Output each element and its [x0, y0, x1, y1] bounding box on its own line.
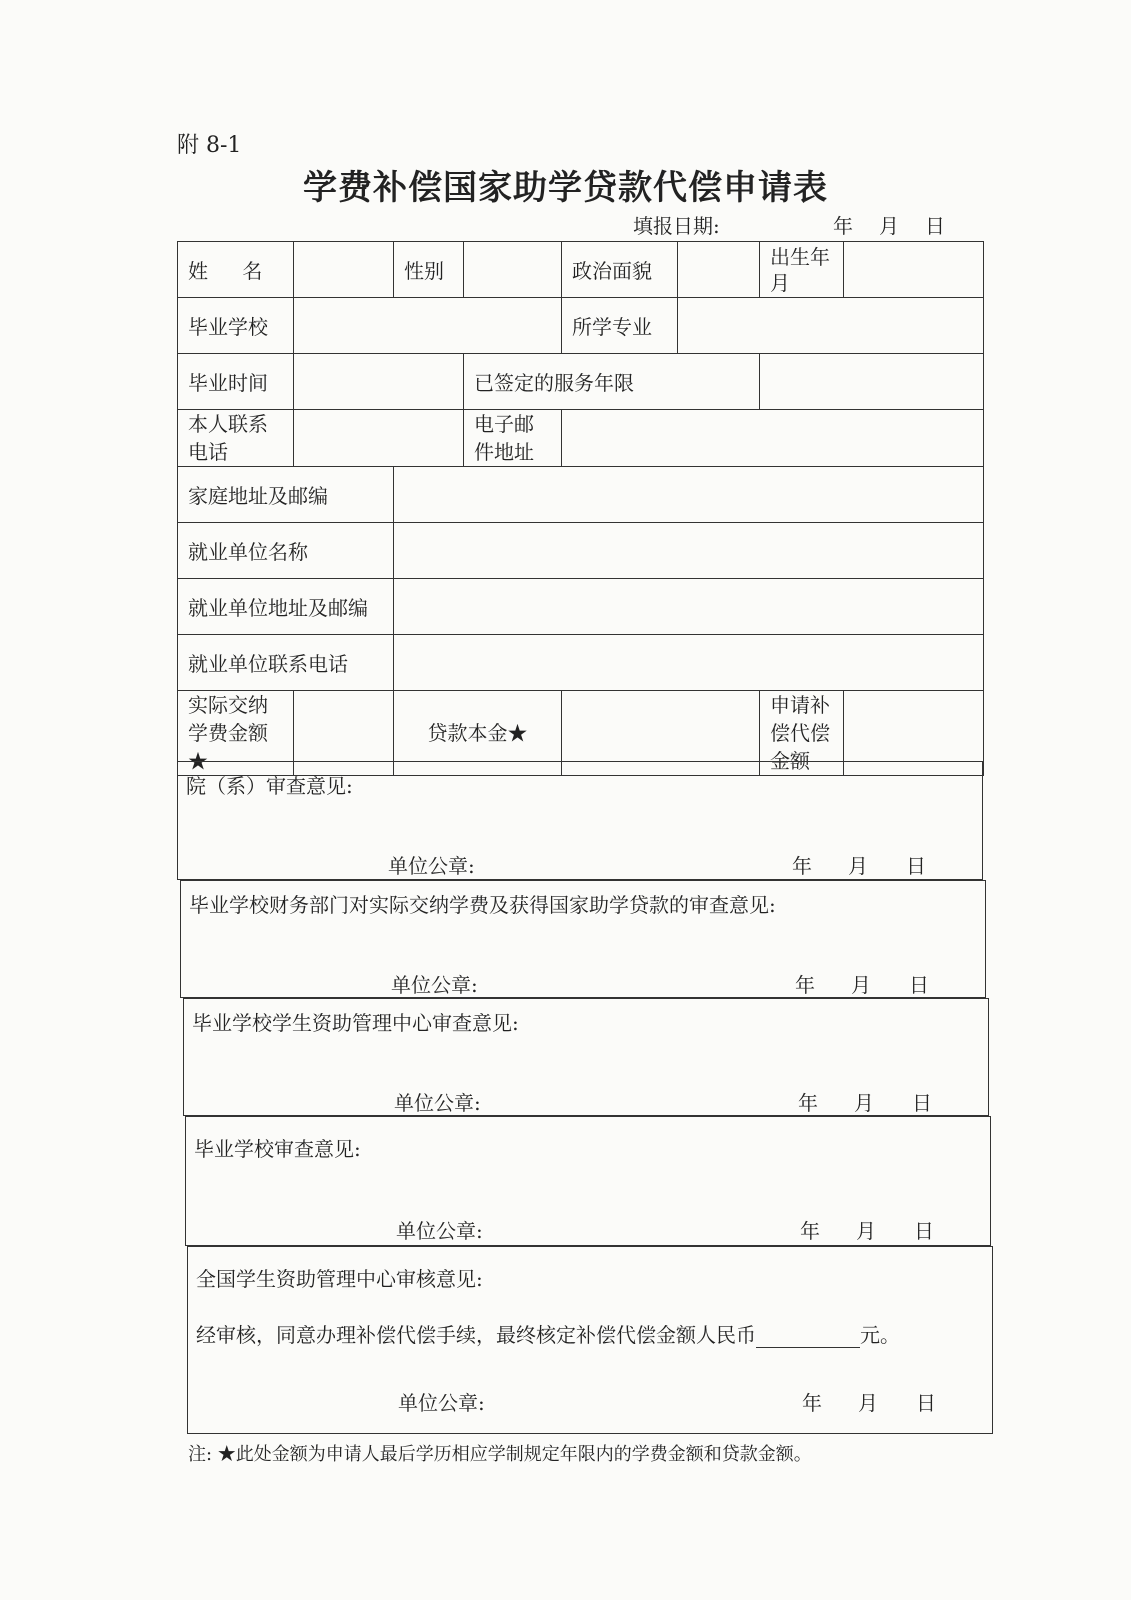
- label-grad-time: 毕业时间: [178, 354, 294, 410]
- form-title: 学费补偿国家助学贷款代偿申请表: [303, 168, 828, 208]
- field-political[interactable]: [678, 242, 760, 298]
- seal-label: 单位公章:: [388, 854, 475, 878]
- review-heading: 毕业学校审查意见:: [194, 1137, 361, 1161]
- amount-blank[interactable]: [756, 1327, 860, 1348]
- review-month: 月: [848, 854, 868, 878]
- review-heading: 毕业学校财务部门对实际交纳学费及获得国家助学贷款的审查意见:: [189, 893, 776, 917]
- field-name[interactable]: [294, 242, 394, 298]
- fill-date-day: 日: [925, 214, 945, 238]
- review-year: 年: [795, 973, 815, 997]
- seal-label: 单位公章:: [396, 1219, 483, 1243]
- label-tuition-paid: 实际交纳学费金额★: [178, 691, 294, 776]
- approval-text: 经审核，同意办理补偿代偿手续，最终核定补偿代偿金额人民币: [196, 1323, 756, 1347]
- review-month: 月: [851, 973, 871, 997]
- label-major: 所学专业: [562, 298, 678, 354]
- review-heading: 院（系）审查意见:: [186, 774, 353, 798]
- seal-label: 单位公章:: [398, 1391, 485, 1415]
- label-apply-amount: 申请补偿代偿金额: [760, 691, 844, 776]
- label-political: 政治面貌: [562, 242, 678, 298]
- footnote: 注: ★此处金额为申请人最后学历相应学制规定年限内的学费金额和贷款金额。: [188, 1444, 812, 1465]
- field-phone[interactable]: [294, 410, 464, 467]
- review-month: 月: [854, 1091, 874, 1115]
- review-day: 日: [909, 973, 929, 997]
- review-national[interactable]: [187, 1246, 993, 1434]
- review-heading: 全国学生资助管理中心审核意见:: [196, 1267, 483, 1291]
- review-heading: 毕业学校学生资助管理中心审查意见:: [192, 1011, 519, 1035]
- label-birth: 出生年月: [760, 242, 844, 298]
- review-month: 月: [858, 1391, 878, 1415]
- review-finance[interactable]: [180, 880, 986, 998]
- label-email: 电子邮件地址: [464, 410, 562, 467]
- field-employer-addr[interactable]: [394, 579, 984, 635]
- review-aid-center[interactable]: [183, 998, 989, 1116]
- review-day: 日: [914, 1219, 934, 1243]
- label-home-addr: 家庭地址及邮编: [178, 467, 394, 523]
- label-service-years: 已签定的服务年限: [464, 354, 760, 410]
- field-grad-time[interactable]: [294, 354, 464, 410]
- review-year: 年: [798, 1091, 818, 1115]
- applicant-info-table: [177, 241, 984, 776]
- approval-statement: [196, 1319, 900, 1348]
- field-service-years[interactable]: [760, 354, 984, 410]
- label-phone: 本人联系电话: [178, 410, 294, 467]
- review-year: 年: [800, 1219, 820, 1243]
- field-home-addr[interactable]: [394, 467, 984, 523]
- field-employer-phone[interactable]: [394, 635, 984, 691]
- label-employer-name: 就业单位名称: [178, 523, 394, 579]
- fill-date-month: 月: [879, 214, 899, 238]
- label-name: 姓 名: [178, 242, 294, 298]
- approval-unit: 元。: [860, 1323, 900, 1347]
- field-email[interactable]: [562, 410, 984, 467]
- fill-date-year: 年: [833, 214, 853, 238]
- field-major[interactable]: [678, 298, 984, 354]
- field-employer-name[interactable]: [394, 523, 984, 579]
- label-gender: 性别: [394, 242, 464, 298]
- review-day: 日: [912, 1091, 932, 1115]
- review-dept[interactable]: [177, 761, 983, 880]
- review-year: 年: [792, 854, 812, 878]
- seal-label: 单位公章:: [394, 1091, 481, 1115]
- field-gender[interactable]: [464, 242, 562, 298]
- annex-label: 附 8-1: [177, 133, 242, 158]
- field-school[interactable]: [294, 298, 562, 354]
- label-employer-addr: 就业单位地址及邮编: [178, 579, 394, 635]
- fill-date-label: 填报日期:: [633, 214, 720, 238]
- review-day: 日: [916, 1391, 936, 1415]
- fill-date: [633, 210, 945, 239]
- review-year: 年: [802, 1391, 822, 1415]
- label-employer-phone: 就业单位联系电话: [178, 635, 394, 691]
- field-birth[interactable]: [844, 242, 984, 298]
- seal-label: 单位公章:: [391, 973, 478, 997]
- review-school[interactable]: [185, 1116, 991, 1246]
- review-day: 日: [906, 854, 926, 878]
- review-month: 月: [856, 1219, 876, 1243]
- label-school: 毕业学校: [178, 298, 294, 354]
- label-loan-principal: 贷款本金★: [394, 691, 562, 776]
